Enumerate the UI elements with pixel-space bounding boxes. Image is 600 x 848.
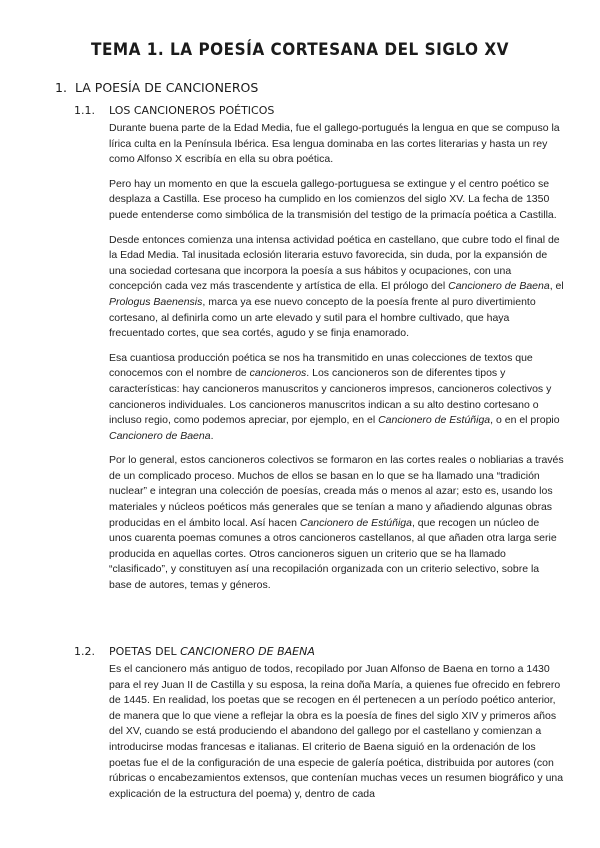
section-number: 1. [55, 80, 67, 95]
subsection-number: 1.2. [74, 645, 95, 658]
section-heading-1 [55, 80, 258, 95]
subsection-title: LOS CANCIONEROS POÉTICOS [109, 104, 275, 117]
page-title: TEMA 1. LA POESÍA CORTESANA DEL SIGLO XV [91, 40, 509, 60]
subsection-title: POETAS DEL [109, 645, 181, 658]
paragraph-6: Es el cancionero más antiguo de todos, recopilado por Juan Alfonso de Baena en torno a 1430 para el rey Juan II de Castilla y su esposa, la reina doña María, a quienes fue ofrecido en febrero de 1445. En realidad, los poetas que se recogen en él pertenecen a un período poético anterior, de manera que lo que viene a reflejar la obra es la poesía de fines del siglo XIV y primeros años del XV, cuando se está produciendo el abandono del gallego por el castellano y comienzan a introducirse modas francesas e italianas. El criterio de Baena siguió en la ordenación de los poetas fue el de la configuración de una especie de galería poética, distribuida por autores (con rúbricas o encabezamientos extensos, que contenían muchas veces un resumen biográfico y una explicación de la estructura del poema) y, dentro de cada [109, 663, 564, 800]
paragraph-3: Desde entonces comienza una intensa actividad poética en castellano, que cubre todo el final de la Edad Media. Tal inusitada eclosión literaria estuvo favorecida, sin duda, por la expansión de una sociedad cortesana que incorpora la poesía a sus hábitos y ocupaciones, con una concepción cada vez más trascendente y artística de ella. El prólogo del Cancionero de Baena, el Prologus Baenensis, marca ya ese nuevo concepto de la poesía frente al puro divertimiento cortesano, al definirla como un arte elevado y sutil para el hombre cultivado, que haya frecuentado cortes, que sea cortés, agudo y se finja enamorado. [109, 233, 564, 340]
section-1-1-body [109, 121, 564, 603]
paragraph-5: Por lo general, estos cancioneros colectivos se formaron en las cortes reales o nobliarias a través de un complicado proceso. Muchos de ellos se basan en lo que se ha llamado una “tradición nuclear” e integran una colección de poesías, creada más o menos al azar; esto es, usando los materiales y núcleos poéticos más generales que se tenían a mano y añadiendo algunas obras producidas en el ámbito local. Así hacen Cancionero de Estúñiga, que recogen un núcleo de unos cuarenta poemas comunes a otros cancioneros castellanos, al que añaden otra larga serie producida en aquellas cortes. Otros cancioneros siguen un criterio que se ha llamado “clasificado”, y constituyen así una recopilación organizada con un criterio selectivo, sobre la base de autores, temas y géneros. [109, 454, 564, 592]
subsection-heading-1-2 [74, 645, 315, 658]
paragraph-2: Pero hay un momento en que la escuela gallego-portuguesa se extingue y el centro poético se desplaza a Castilla. Ese proceso ha cumplido en los comienzos del siglo XV. La fecha de 1350 puede entenderse como simbólica de la transmisión del testigo de la primacía poética a Castilla. [109, 177, 557, 221]
paragraph-4: Esa cuantiosa producción poética se nos ha transmitido en unas colecciones de textos que conocemos con el nombre de cancioneros. Los cancioneros son de diferentes tipos y características: hay cancioneros manuscritos y cancioneros impresos, cancioneros colectivos y cancioneros individuales. Los cancioneros manuscritos indican a su alto destino cortesano o incluso regio, como podemos apreciar, por ejemplo, en el Cancionero de Estúñiga, o en el propio Cancionero de Baena. [109, 351, 560, 442]
section-1-2-body [109, 662, 564, 811]
section-title: LA POESÍA DE CANCIONEROS [75, 80, 259, 95]
subsection-title-italic: CANCIONERO DE BAENA [180, 645, 315, 658]
paragraph-1: Durante buena parte de la Edad Media, fue el gallego-portugués la lengua en que se compuso la lírica culta en la Península Ibérica. Esa lengua dominaba en las cortes literarias y hasta un rey como Alfonso X escribía en ella su obra poética. [109, 122, 560, 166]
subsection-number: 1.1. [74, 104, 95, 117]
subsection-heading-1-1 [74, 104, 274, 117]
